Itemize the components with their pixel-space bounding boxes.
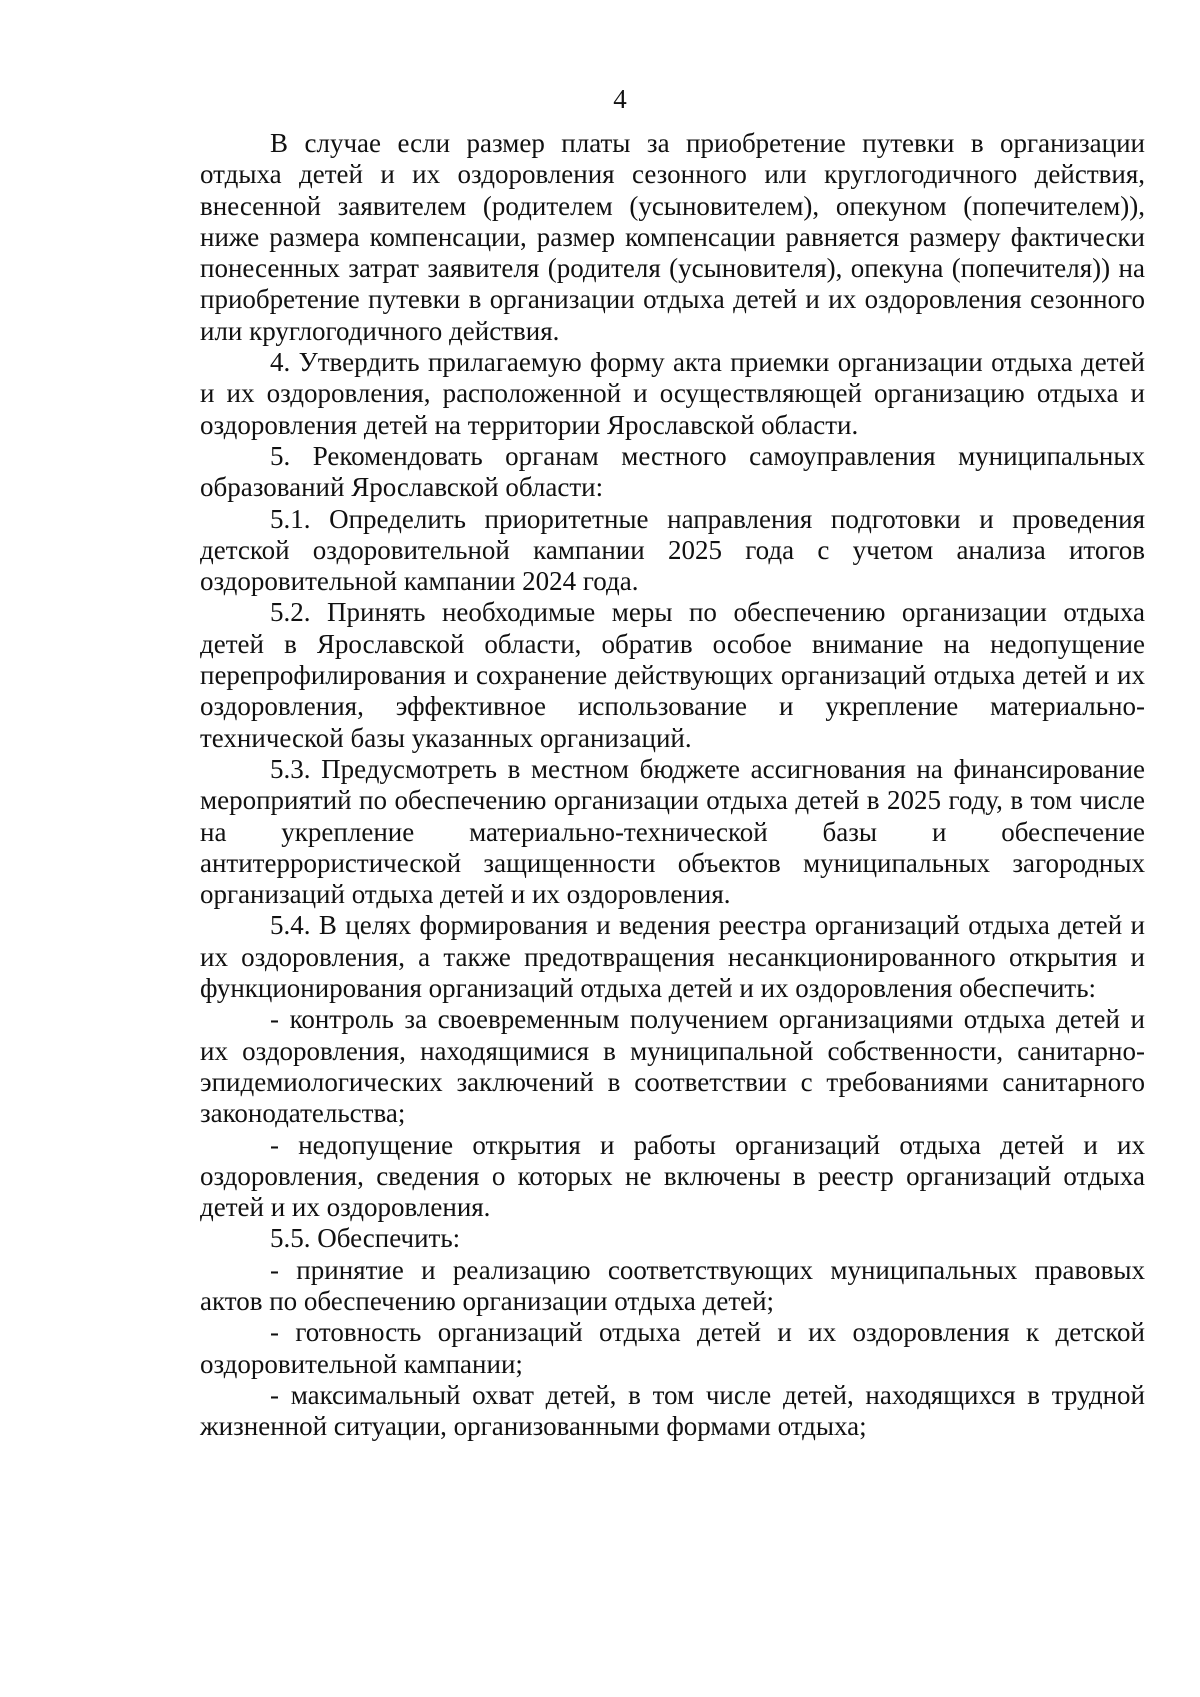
paragraph-5-2: 5.2. Принять необходимые меры по обеспечению организации отдыха детей в Ярославской области, обратив особое внимание на недопущение перепрофилирования и сохранение действующих организаций отдыха детей и их оздоровления, эффективное использование и укрепление материально-технической базы указанных организаций.: [200, 597, 1145, 753]
paragraph-4-approve-act-form: 4. Утвердить прилагаемую форму акта приемки организации отдыха детей и их оздоровления, расположенной и осуществляющей организацию отдыха и оздоровления детей на территории Ярославской области.: [200, 347, 1145, 440]
paragraph-5-4: 5.4. В целях формирования и ведения реестра организаций отдыха детей и их оздоровления, а также предотвращения несанкционированного открытия и функционирования организаций отдыха детей и их оздоровления обеспечить:: [200, 910, 1145, 1004]
list-item-readiness: - готовность организаций отдыха детей и их оздоровления к детской оздоровительной кампании;: [200, 1317, 1145, 1379]
list-item-legal-acts: - принятие и реализацию соответствующих муниципальных правовых актов по обеспечению организации отдыха детей;: [200, 1254, 1145, 1316]
list-item-sanitary-control: - контроль за своевременным получением организациями отдыха детей и их оздоровления, находящимися в муниципальной собственности, санитарно-эпидемиологических заключений в соответствии с требованиями санитарного законодательства;: [200, 1004, 1145, 1129]
document-body: [200, 128, 1145, 1442]
paragraph-5-3: 5.3. Предусмотреть в местном бюджете ассигнования на финансирование мероприятий по обеспечению организации отдыха детей в 2025 году, в том числе на укрепление материально-технической базы и обеспечение антитеррористической защищенности объектов муниципальных загородных организаций отдыха детей и их оздоровления.: [200, 753, 1145, 910]
paragraph-5-5: 5.5. Обеспечить:: [270, 1223, 461, 1254]
paragraph-5-recommend: 5. Рекомендовать органам местного самоуправления муниципальных образований Ярославской области:: [200, 440, 1145, 503]
paragraph-compensation-size: В случае если размер платы за приобретение путевки в организации отдыха детей и их оздоровления сезонного или круглогодичного действия, внесенной заявителем (родителем (усыновителем), опекуном (попечителем)), ниже размера компенсации, размер компенсации равняется размеру фактически понесенных затрат заявителя (родителя (усыновителя), опекуна (попечителя)) на приобретение путевки в организации отдыха детей и их оздоровления сезонного или круглогодичного действия.: [200, 128, 1145, 346]
list-item-maximum-coverage: - максимальный охват детей, в том числе детей, находящихся в трудной жизненной ситуации, организованными формами отдыха;: [200, 1379, 1145, 1442]
page-number: 4: [613, 84, 627, 114]
paragraph-5-1: 5.1. Определить приоритетные направления подготовки и проведения детской оздоровительной кампании 2025 года с учетом анализа итогов оздоровительной кампании 2024 года.: [200, 503, 1145, 597]
list-item-registry-control: - недопущение открытия и работы организаций отдыха детей и их оздоровления, сведения о которых не включены в реестр организаций отдыха детей и их оздоровления.: [200, 1129, 1145, 1223]
